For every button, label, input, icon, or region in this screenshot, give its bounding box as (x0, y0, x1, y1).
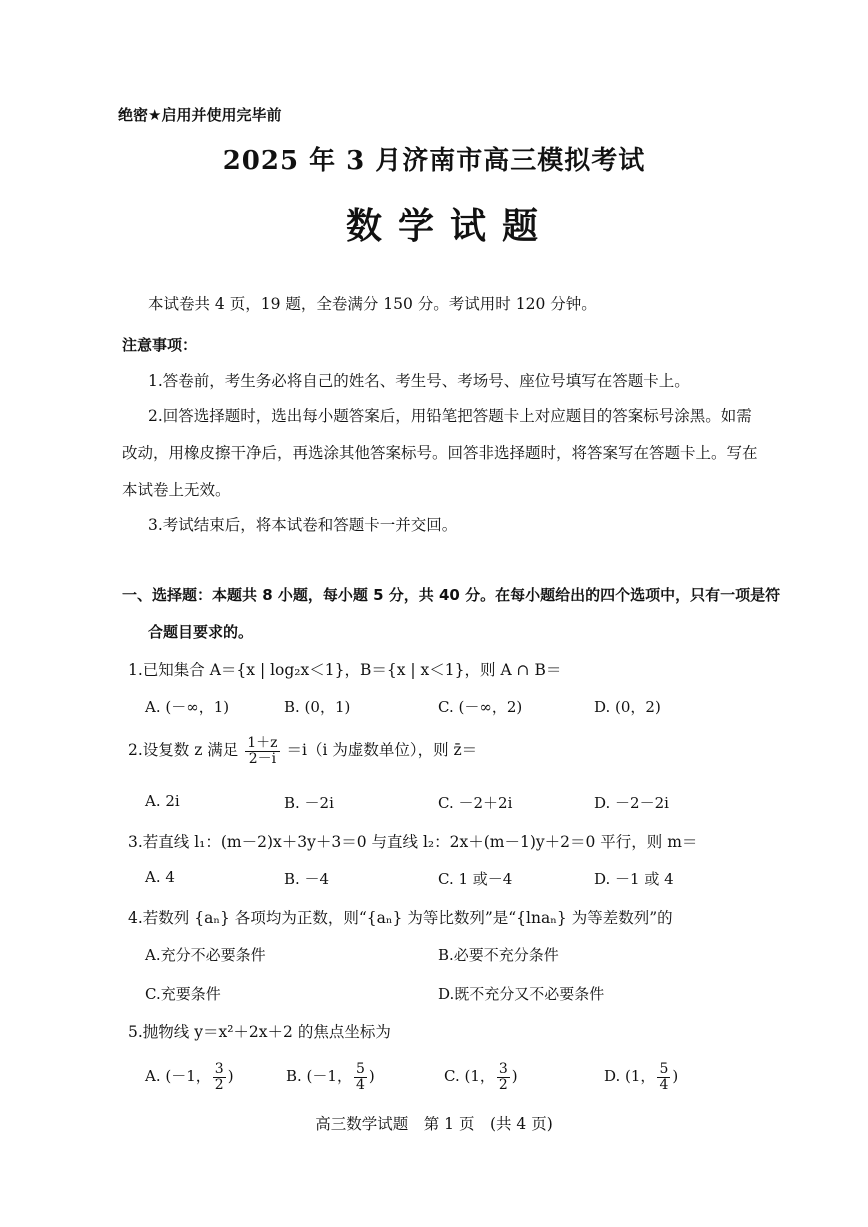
question-5-option-a-suffix: ) (227, 1067, 234, 1086)
question-5-option-d (604, 1062, 678, 1092)
page-footer: 高三数学试题 第 1 页 (共 4 页) (315, 1115, 553, 1133)
question-5-option-c-denominator: 2 (498, 1076, 508, 1093)
question-2-option-a: A. 2i (145, 792, 180, 810)
question-1-option-d: D. (0，2) (594, 698, 661, 716)
question-5-option-a-fraction (213, 1062, 226, 1092)
question-5-option-d-denominator: 4 (659, 1076, 669, 1093)
notes-heading: 注意事项： (122, 336, 198, 354)
question-3-option-c: C. 1 或－4 (438, 870, 513, 888)
question-2-fraction (245, 736, 279, 766)
question-1-option-c: C. (－∞，2) (438, 698, 523, 716)
question-5-option-b-prefix: B. (－1， (286, 1067, 352, 1086)
question-2-option-c: C. －2＋2i (438, 794, 513, 812)
exam-summary: 本试卷共 4 页，19 题，全卷满分 150 分。考试用时 120 分钟。 (148, 295, 597, 313)
question-5-option-b-numerator: 5 (355, 1061, 365, 1077)
section-heading-line-2: 合题目要求的。 (148, 623, 254, 641)
question-5-option-d-numerator: 5 (659, 1061, 669, 1077)
question-4-option-d: D.既不充分又不必要条件 (438, 985, 605, 1003)
question-2-fraction-numerator: 1＋z (247, 735, 278, 751)
question-5-option-c-fraction (497, 1062, 510, 1092)
question-4-option-c: C.充要条件 (145, 985, 221, 1003)
question-2-stem-prefix: 2.设复数 z 满足 (128, 741, 239, 760)
question-2-stem-suffix: ＝i（i 为虚数单位），则 z̄＝ (286, 741, 478, 760)
subject-title: 数学试题 (345, 205, 554, 247)
question-4-option-b: B.必要不充分条件 (438, 946, 559, 964)
question-3-option-b: B. －4 (284, 870, 330, 888)
question-2-fraction-denominator: 2－i (248, 750, 277, 767)
question-5-option-a-denominator: 2 (214, 1076, 224, 1093)
question-5-option-c-suffix: ) (511, 1067, 518, 1086)
question-4-option-a: A.充分不必要条件 (145, 946, 266, 964)
question-3-stem: 3.若直线 l₁：(m－2)x＋3y＋3＝0 与直线 l₂：2x＋(m－1)y＋2＝0 平行，则 m＝ (128, 833, 698, 851)
exam-title: 2025 年 3 月济南市高三模拟考试 (222, 146, 646, 176)
note-2-line-2: 改动，用橡皮擦干净后，再选涂其他答案标号。回答非选择题时，将答案写在答题卡上。写在 (122, 444, 758, 462)
question-5-option-b-denominator: 4 (355, 1076, 365, 1093)
question-5-option-b (286, 1062, 375, 1092)
question-2-option-b: B. －2i (284, 794, 334, 812)
question-5-option-a-numerator: 3 (214, 1061, 224, 1077)
question-5-option-d-prefix: D. (1， (604, 1067, 656, 1086)
question-3-option-a: A. 4 (145, 868, 175, 886)
question-5-option-a-prefix: A. (－1， (145, 1067, 211, 1086)
question-2-stem (128, 736, 477, 766)
note-1: 1.答卷前，考生务必将自己的姓名、考生号、考场号、座位号填写在答题卡上。 (148, 372, 690, 390)
question-1-stem: 1.已知集合 A＝{x | log₂x＜1}，B＝{x | x＜1}，则 A ∩ B＝ (128, 661, 562, 679)
question-5-stem: 5.抛物线 y＝x²＋2x＋2 的焦点坐标为 (128, 1023, 391, 1041)
question-5-option-b-fraction (354, 1062, 367, 1092)
question-5-option-c (444, 1062, 518, 1092)
question-1-option-b: B. (0，1) (284, 698, 351, 716)
note-3: 3.考试结束后，将本试卷和答题卡一并交回。 (148, 516, 458, 534)
question-2-option-d: D. －2－2i (594, 794, 669, 812)
question-5-option-d-fraction (657, 1062, 670, 1092)
question-5-option-c-prefix: C. (1， (444, 1067, 495, 1086)
question-5-option-a (145, 1062, 234, 1092)
note-2-line-1: 2.回答选择题时，选出每小题答案后，用铅笔把答题卡上对应题目的答案标号涂黑。如需 (148, 407, 752, 425)
question-5-option-c-numerator: 3 (498, 1061, 508, 1077)
question-5-option-d-suffix: ) (672, 1067, 679, 1086)
note-2-line-3: 本试卷上无效。 (122, 481, 231, 499)
question-1-option-a: A. (－∞，1) (145, 698, 230, 716)
confidential-mark: 绝密★启用并使用完毕前 (118, 106, 282, 124)
question-3-option-d: D. －1 或 4 (594, 870, 674, 888)
question-5-option-b-suffix: ) (368, 1067, 375, 1086)
question-4-stem: 4.若数列 {aₙ} 各项均为正数，则“{aₙ} 为等比数列”是“{lnaₙ} 为等差数列”的 (128, 909, 673, 927)
section-heading-line-1: 一、选择题：本题共 8 小题，每小题 5 分，共 40 分。在每小题给出的四个选项中，只有一项是符 (122, 586, 781, 604)
